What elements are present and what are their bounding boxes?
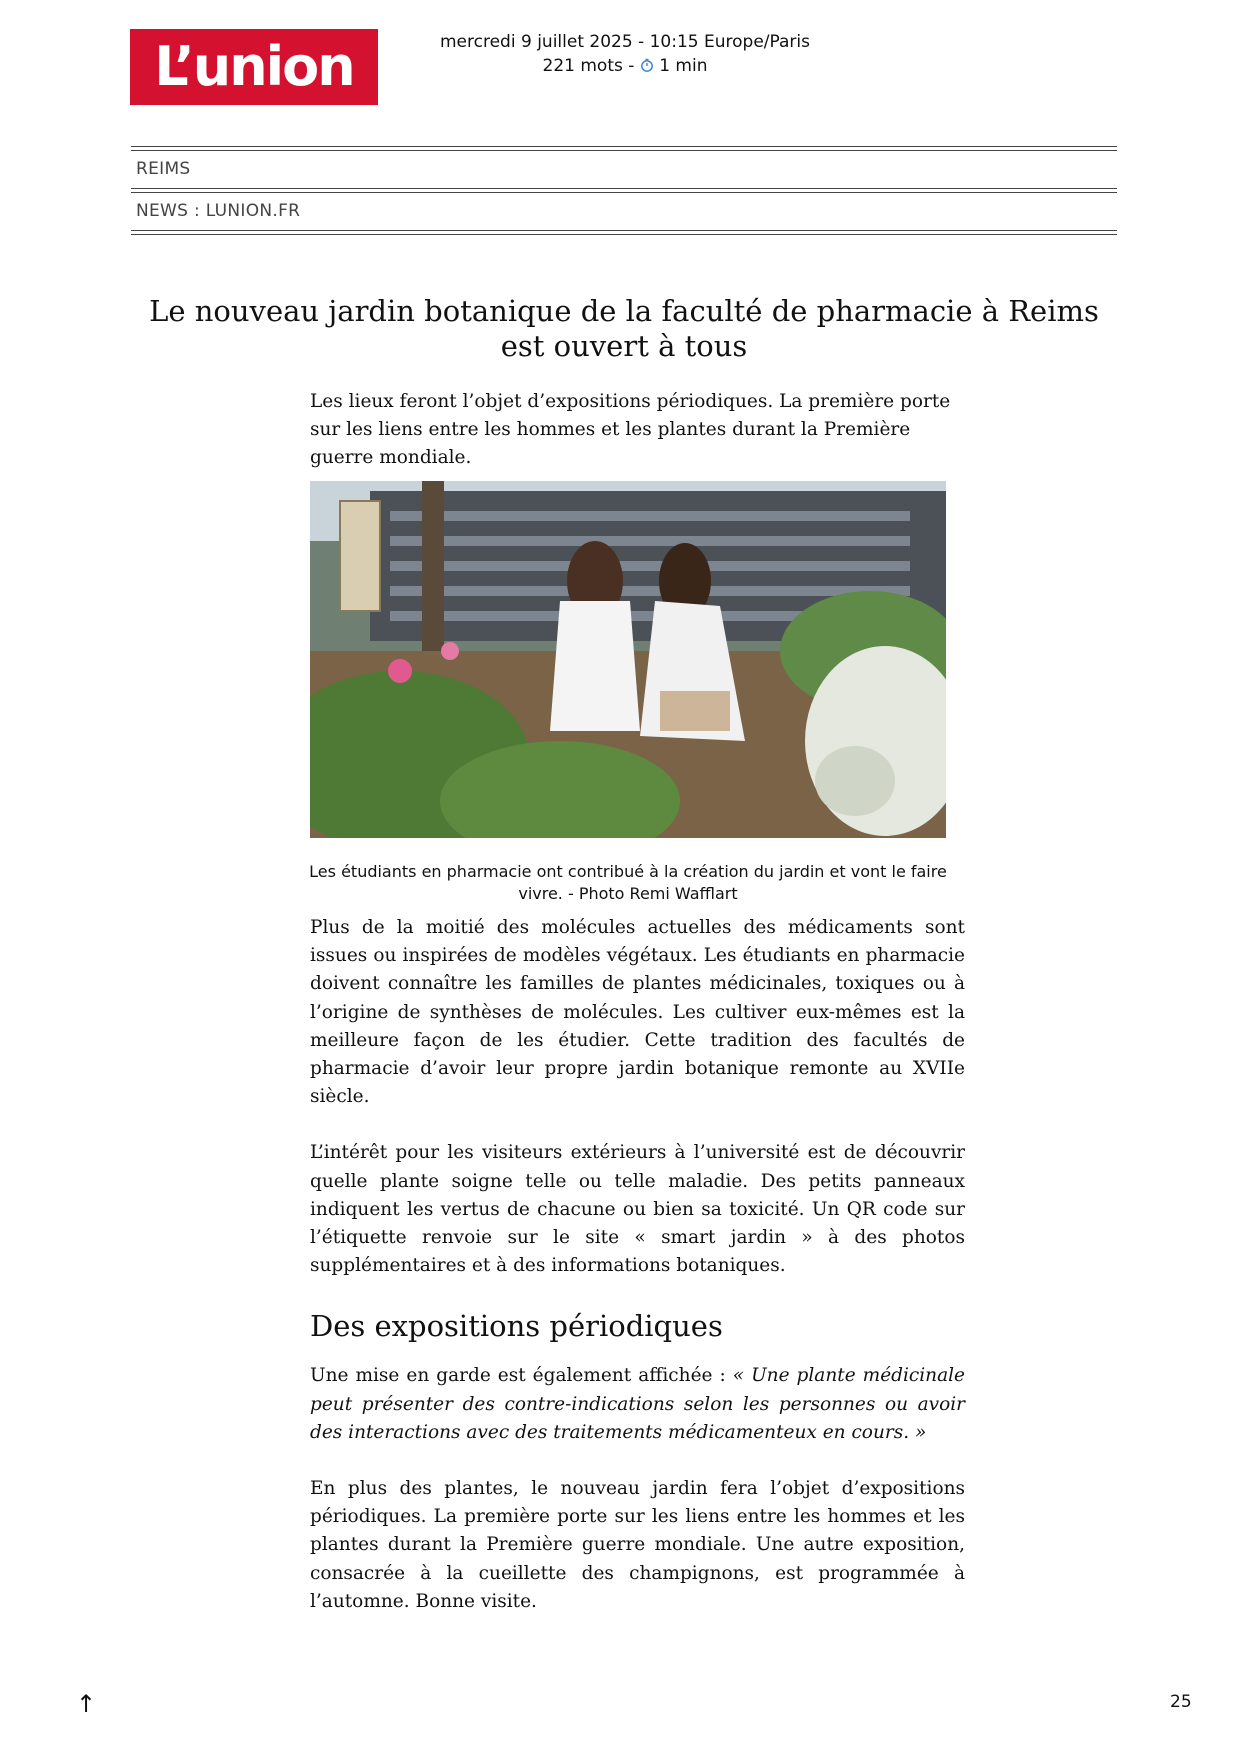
reading-info	[420, 54, 830, 78]
publish-date: mercredi 9 juillet 2025 - 10:15 Europe/Paris	[440, 32, 810, 52]
stopwatch-icon	[640, 55, 654, 69]
page-number: 25	[1170, 1692, 1192, 1712]
paragraph: Plus de la moitié des molécules actuelles des médicaments sont issues ou inspirées de modèles végétaux. Les étudiants en pharmacie doivent connaître les familles de plantes médicinales, toxiques ou à l’origine de synthèses de molécules. Les cultiver eux-mêmes est la meilleure façon de les étudier. Cette tradition des facultés de pharmacie d’avoir leur propre jardin botanique remonte au XVIIe siècle.	[310, 917, 965, 1108]
source-label: NEWS : LUNION.FR	[136, 201, 301, 221]
paragraph: En plus des plantes, le nouveau jardin fera l’objet d’expositions périodiques. La première porte sur les liens entre les hommes et les plantes durant la Première guerre mondiale. Une autre exposition, consacrée à la cueillette des champignons, est programmée à l’automne. Bonne visite.	[310, 1478, 965, 1612]
warning-quote: « Une plante médicinale peut présenter des contre-indications selon les personnes ou avoir des interactions avec des traitements médicamenteux en cours. »	[310, 1365, 965, 1443]
divider	[131, 188, 1117, 193]
read-time: 1 min	[659, 56, 708, 76]
article-photo	[310, 481, 946, 838]
article-title: Le nouveau jardin botanique de la faculté de pharmacie à Reims est ouvert à tous	[149, 294, 1099, 363]
photo-caption: Les étudiants en pharmacie ont contribué à la création du jardin et vont le faire vivre. - Photo Remi Wafflart	[309, 862, 947, 903]
article-lede: Les lieux feront l’objet d’expositions périodiques. La première porte sur les liens entre les hommes et les plantes durant la Première guerre mondiale.	[310, 391, 951, 468]
back-to-top-arrow-icon[interactable]: ↑	[76, 1690, 97, 1718]
article-body	[310, 914, 965, 1644]
paragraph: L’intérêt pour les visiteurs extérieurs à l’université est de découvrir quelle plante soigne telle ou telle maladie. Des petits panneaux indiquent les vertus de chacune ou bien sa toxicité. Un QR code sur l’étiquette renvoie sur le site « smart jardin » à des photos supplémentaires et à des informations botaniques.	[310, 1142, 965, 1277]
warning-intro: Une mise en garde est également affichée :	[310, 1365, 726, 1387]
divider	[131, 146, 1117, 151]
divider	[131, 230, 1117, 235]
brand-logo: L’union	[130, 29, 378, 105]
paragraph	[310, 1362, 965, 1447]
section-heading: Des expositions périodiques	[310, 1309, 723, 1344]
word-count: 221 mots -	[542, 56, 635, 76]
article-meta	[420, 30, 830, 78]
section-label: REIMS	[136, 159, 191, 179]
